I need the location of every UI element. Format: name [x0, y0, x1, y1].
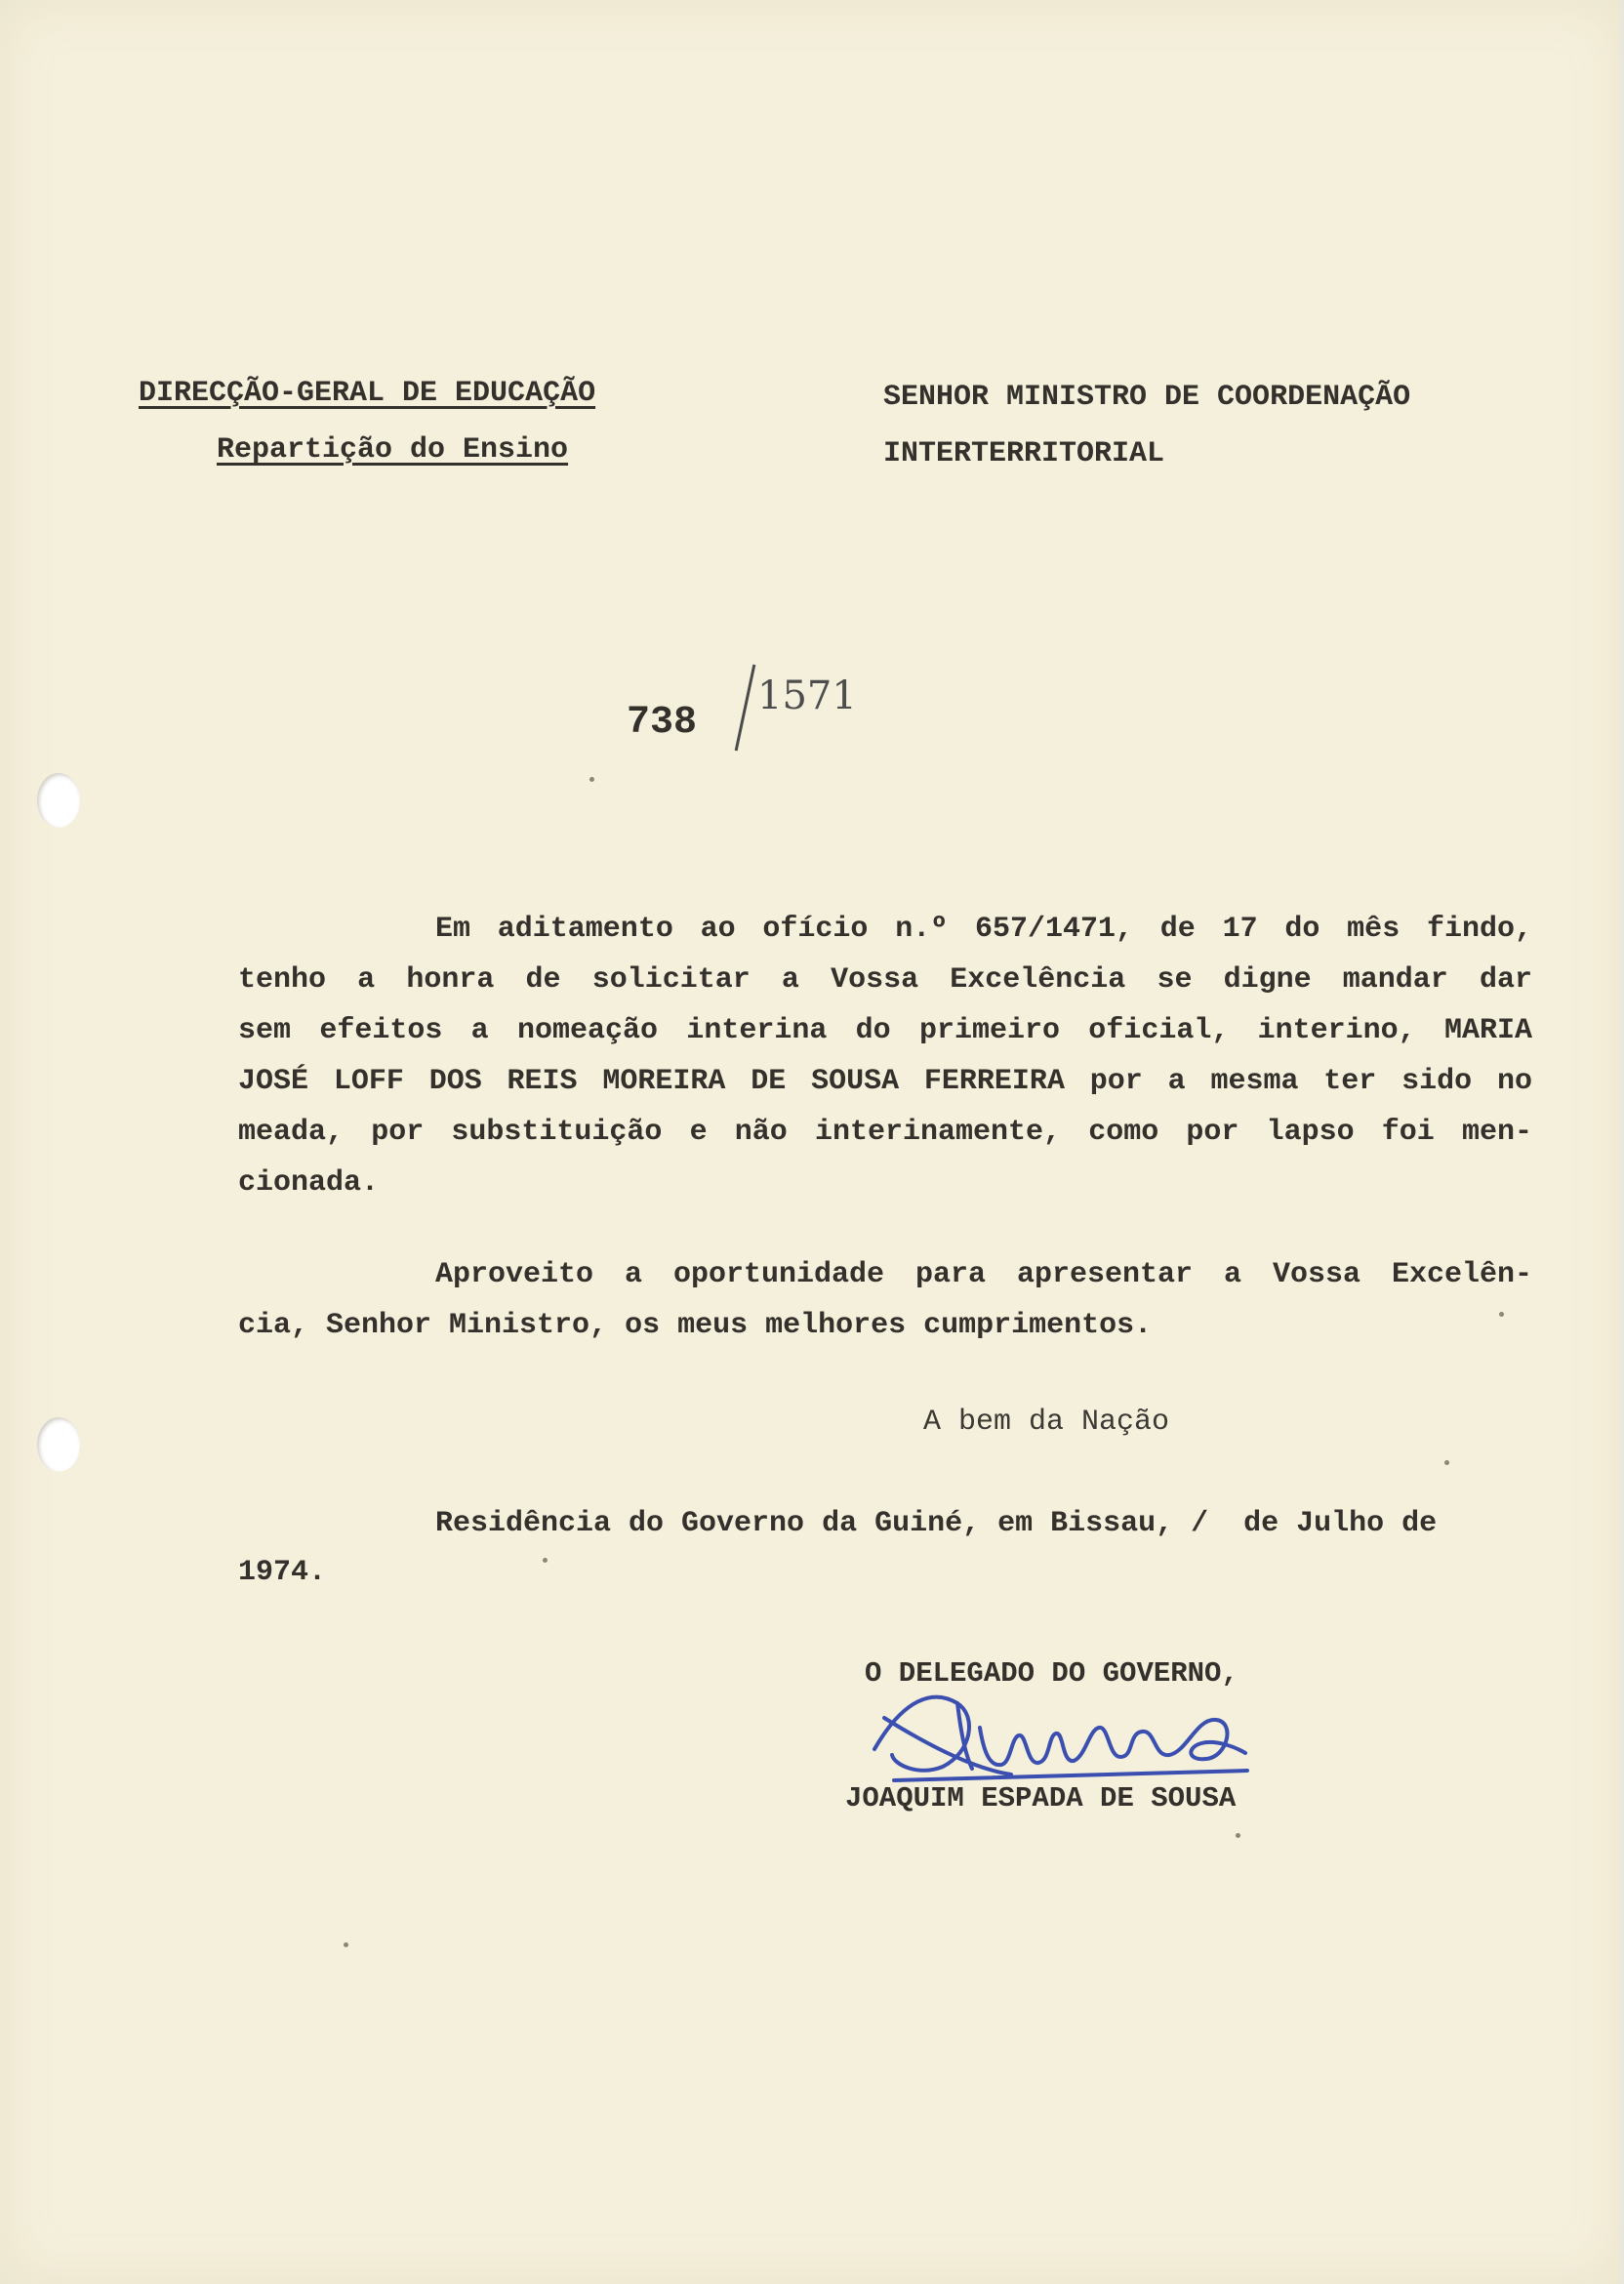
body-line: cionada. [238, 1166, 380, 1200]
place-date-line: Residência do Governo da Guiné, em Bissau, / de Julho de [435, 1507, 1438, 1540]
body-line: meada, por substituição e não interinamente, como por lapso foi men- [238, 1116, 1532, 1149]
date-year: 1974. [238, 1556, 327, 1589]
paper-speck [1499, 1312, 1504, 1317]
body-line: cia, Senhor Ministro, os meus melhores cumprimentos. [238, 1309, 1153, 1342]
paper-speck [344, 1942, 348, 1947]
salutation: A bem da Nação [923, 1406, 1170, 1439]
paper-speck [543, 1558, 548, 1563]
page-edge [1620, 0, 1624, 2284]
section-heading: Repartição do Ensino [217, 433, 569, 467]
body-line: Em aditamento ao ofício n.º 657/1471, de 17 do mês findo, [435, 913, 1532, 946]
body-line: JOSÉ LOFF DOS REIS MOREIRA DE SOUSA FERREIRA por a mesma ter sido no [238, 1065, 1532, 1098]
paper-speck [1236, 1833, 1240, 1838]
addressee-line-1: SENHOR MINISTRO DE COORDENAÇÃO [883, 381, 1411, 414]
body-line: sem efeitos a nomeação interina do primeiro oficial, interino, MARIA [238, 1014, 1532, 1047]
registration-number: 1571 [757, 673, 857, 718]
addressee-line-2: INTERTERRITORIAL [883, 437, 1165, 470]
reference-separator [735, 665, 756, 752]
body-line: Aproveito a oportunidade para apresentar a Vossa Excelên- [435, 1258, 1532, 1291]
reference-number: 738 [627, 701, 698, 745]
punch-hole-top [37, 773, 80, 828]
signatory-title: O DELEGADO DO GOVERNO, [865, 1657, 1238, 1690]
punch-hole-bottom [37, 1417, 80, 1472]
body-paragraph-1 [238, 904, 1532, 1208]
body-paragraph-2 [238, 1249, 1532, 1351]
signatory-name: JOAQUIM ESPADA DE SOUSA [845, 1782, 1237, 1815]
department-heading: DIRECÇÃO-GERAL DE EDUCAÇÃO [139, 377, 596, 410]
paper-speck [1444, 1460, 1449, 1465]
body-line: tenho a honra de solicitar a Vossa Excelência se digne mandar dar [238, 963, 1532, 997]
paper-speck [589, 777, 594, 782]
